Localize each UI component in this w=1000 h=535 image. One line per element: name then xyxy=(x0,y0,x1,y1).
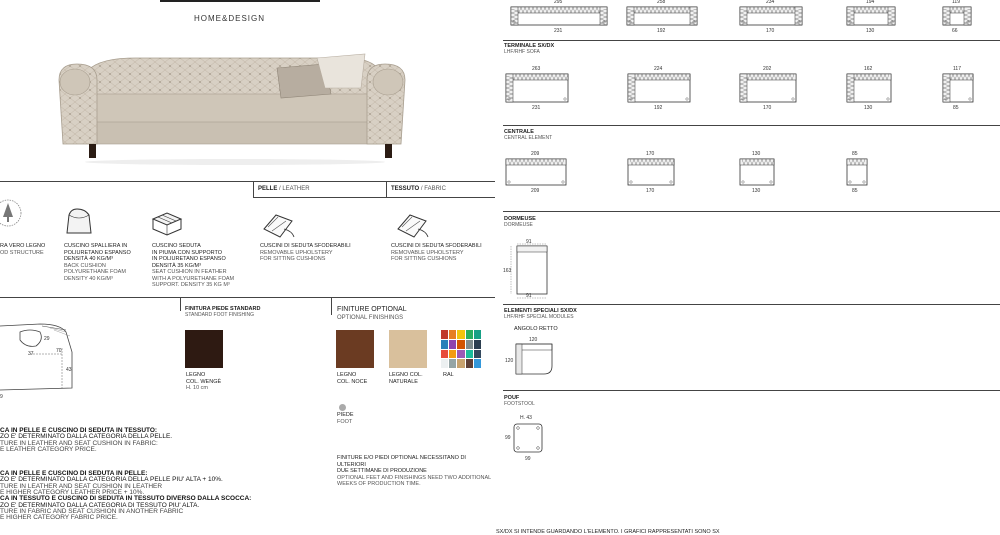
row1-bottom-dim-2: 192 xyxy=(657,28,666,34)
back-cushion-icon xyxy=(63,207,95,237)
swatch-noce[interactable] xyxy=(336,330,374,368)
dim-37: 37 xyxy=(28,351,34,357)
feature-removable-leather: CUSCINI DI SEDUTA SFODERABILI REMOVABLE UPHOLSTERY FOR SITTING CUSHIONS xyxy=(260,243,351,262)
row1-top-dim-1: 295 xyxy=(554,0,563,5)
angolo-label: ANGOLO RETTO xyxy=(514,326,558,332)
row1-top-dim-5: 119 xyxy=(952,0,960,5)
terminale-top-dim-5: 117 xyxy=(953,66,961,72)
terminale-module-3 xyxy=(739,73,797,103)
swatch-wenge[interactable] xyxy=(185,330,223,368)
terminale-top-dim-1: 263 xyxy=(532,66,541,72)
row1-module-5 xyxy=(942,6,972,26)
terminale-section: TERMINALE SX/DX LHF/RHF SOFA xyxy=(504,43,555,55)
pouf-drawing xyxy=(512,422,544,454)
centrale-top-dim-3: 130 xyxy=(752,151,761,157)
terminale-bottom-dim-1: 231 xyxy=(532,105,541,111)
dim-9: 9 xyxy=(0,394,3,400)
centrale-top-dim-4: 85 xyxy=(852,151,858,157)
sofa-image xyxy=(55,46,410,166)
terminale-bottom-dim-2: 192 xyxy=(654,105,663,111)
brand-tagline: HOME&DESIGN xyxy=(194,14,266,23)
dim-70: 70 xyxy=(56,348,62,354)
centrale-module-4 xyxy=(846,158,868,186)
row1-top-dim-3: 234 xyxy=(766,0,775,5)
row1-top-dim-4: 194 xyxy=(866,0,875,5)
centrale-bottom-dim-4: 85 xyxy=(852,188,858,194)
row1-bottom-dim-5: 66 xyxy=(952,28,958,34)
seat-cushion-icon xyxy=(149,209,185,239)
row1-module-4 xyxy=(846,6,896,26)
ral-swatch-grid[interactable] xyxy=(441,330,481,368)
dormeuse-width: 91 xyxy=(526,239,532,245)
footer-note: SX/DX SI INTENDE GUARDANDO L'ELEMENTO. I GRAFICI RAPPRESENTATI SONO SX xyxy=(496,529,720,535)
pouf-depth: 99 xyxy=(505,435,511,441)
row1-top-dim-2: 258 xyxy=(657,0,666,5)
feature-seat-cushion: CUSCINO SEDUTA IN PIUMA CON SUPPORTO IN POLIURETANO ESPANSO DENSITÀ 35 KG/M³ SEAT CUSHION IN FEATHER WITH A POLYURETHANE FOAM SUPPORT. DENSITY 35 KG M³ xyxy=(152,243,235,288)
pouf-width: 99 xyxy=(525,456,531,462)
corner-width: 120 xyxy=(529,337,538,343)
centrale-top-dim-1: 209 xyxy=(531,151,540,157)
centrale-top-dim-2: 170 xyxy=(646,151,655,157)
swatch-noce-label: LEGNO COL. NOCE xyxy=(337,372,368,385)
centrale-bottom-dim-3: 130 xyxy=(752,188,761,194)
terminale-top-dim-4: 162 xyxy=(864,66,873,72)
removable-cover-icon-2 xyxy=(392,209,432,241)
row1-module-3 xyxy=(739,6,803,26)
row1-module-2 xyxy=(626,6,698,26)
dormeuse-bottom: 91 xyxy=(526,293,532,299)
leather-header: PELLE / LEATHER xyxy=(258,186,310,192)
centrale-bottom-dim-2: 170 xyxy=(646,188,655,194)
price-notes: CA IN PELLE E CUSCINO DI SEDUTA IN TESSUTO: ZO E' DETERMINATO DALLA CATEGORIA DELLA PELLE. TURE IN LEATHER AND SEAT CUSHION IN FABRIC: E LEATHER CATEGORY PRICE. CA IN PELLE E CUSCINO DI SEDUTA IN PELLE: ZO E' DETERMINATO DALLA CATEGORIA DELLA PELLE PIU' ALTA + 10%. TURE IN LEATHER AND SEAT CUSHION IN LEATHER E HIGHER CATEGORY LEATHER PRICE + 10%. CA IN TESSUTO E CUSCINO DI SEDUTA IN TESSUTO DIVERSO DALLA SCOCCA: ZO E' DETERMINATO DALLA CATEGORIA DI TESSUTO PIU' ALTA. TURE IN FABRIC AND SEAT CUSHION IN ANOTHER FABRIC E HIGHER CATEGORY FABRIC PRICE. xyxy=(0,427,252,522)
feature-back-cushion: CUSCINO SPALLIERA IN POLIURETANO ESPANSO DENSITÀ 40 KG/M³ BACK CUSHION POLYURETHANE FOAM DENSITY 40 KG/M³ xyxy=(64,243,131,282)
pouf-height: H. 43 xyxy=(520,415,532,421)
row1-bottom-dim-4: 130 xyxy=(866,28,875,34)
fabric-header: TESSUTO / FABRIC xyxy=(391,186,446,192)
row1-module-1 xyxy=(510,6,608,26)
swatch-ral-label: RAL xyxy=(443,372,454,378)
feature-removable-fabric: CUSCINI DI SEDUTA SFODERABILI REMOVABLE UPHOLSTERY FOR SITTING CUSHIONS xyxy=(391,243,482,262)
corner-module-drawing xyxy=(508,340,558,380)
terminale-module-2 xyxy=(627,73,691,103)
centrale-module-1 xyxy=(505,158,567,186)
terminale-top-dim-3: 202 xyxy=(763,66,772,72)
corner-depth: 120 xyxy=(505,358,514,364)
feature-wood: RA VERO LEGNO OD STRUCTURE xyxy=(0,243,46,256)
row1-bottom-dim-3: 170 xyxy=(766,28,775,34)
wood-seal-icon xyxy=(0,197,24,233)
optional-finishes-section: FINITURE OPTIONAL OPTIONAL FINISHINGS xyxy=(337,306,407,321)
dim-43: 43 xyxy=(66,367,72,373)
dormeuse-section: DORMEUSE DORMEUSE xyxy=(504,216,536,228)
foot-icon xyxy=(339,404,346,411)
terminale-bottom-dim-4: 130 xyxy=(864,105,873,111)
centrale-bottom-dim-1: 209 xyxy=(531,188,540,194)
centrale-module-2 xyxy=(627,158,675,186)
standard-foot-section: FINITURA PIEDE STANDARD STANDARD FOOT FINISHING xyxy=(185,306,261,318)
row1-bottom-dim-1: 231 xyxy=(554,28,563,34)
terminale-module-4 xyxy=(846,73,892,103)
pouf-section: POUF FOOTSTOOL xyxy=(504,395,535,407)
centrale-module-3 xyxy=(739,158,775,186)
dormeuse-depth: 163 xyxy=(503,268,512,274)
terminale-bottom-dim-5: 85 xyxy=(953,105,959,111)
terminale-top-dim-2: 224 xyxy=(654,66,663,72)
brand-logo xyxy=(150,0,330,4)
optional-note: FINITURE E/O PIEDI OPTIONAL NECESSITANO DI ULTERIORI DUE SETTIMANE DI PRODUZIONE OPTIONAL FEET AND FINISHINGS NEED TWO ADDITIONAL WEEKS OF PRODUCTION TIME. xyxy=(337,455,492,487)
terminale-module-5 xyxy=(942,73,974,103)
swatch-wenge-label: LEGNO COL. WENGÈ H. 10 cm xyxy=(186,372,222,391)
speciali-section: ELEMENTI SPECIALI SX/DX LHF/RHF SPECIAL MODULES xyxy=(504,308,577,320)
dim-29: 29 xyxy=(44,336,50,342)
centrale-section: CENTRALE CENTRAL ELEMENT xyxy=(504,129,553,141)
terminale-module-1 xyxy=(505,73,569,103)
side-dimension-drawing xyxy=(0,318,82,408)
swatch-natural-label: LEGNO COL. NATURALE xyxy=(389,372,423,385)
removable-cover-icon xyxy=(258,209,298,241)
terminale-bottom-dim-3: 170 xyxy=(763,105,772,111)
swatch-natural[interactable] xyxy=(389,330,427,368)
foot-label: PIEDE FOOT xyxy=(337,412,354,425)
